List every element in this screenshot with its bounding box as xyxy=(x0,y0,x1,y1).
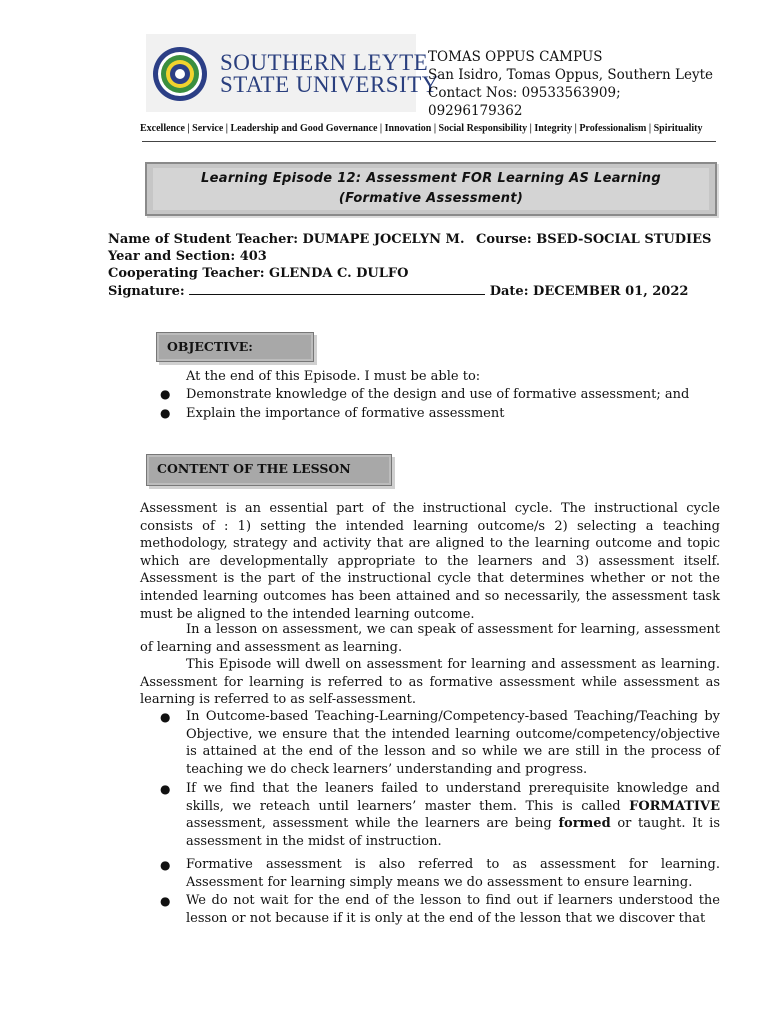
objective-item: Explain the importance of formative assessment xyxy=(186,406,505,421)
university-name-line2: STATE UNIVERSITY xyxy=(220,72,439,97)
year-label: Year and Section: xyxy=(108,249,236,264)
date-label: Date: xyxy=(489,284,529,299)
coop-value: GLENDA C. DULFO xyxy=(269,266,409,281)
signature-line xyxy=(108,283,688,299)
content-bullet: Formative assessment is also referred to as assessment for learning. Assessment for learning simply means we do assessment to ensure learning. xyxy=(186,857,720,890)
date-value: DECEMBER 01, 2022 xyxy=(533,284,689,299)
signature-field xyxy=(189,283,485,295)
header-divider xyxy=(142,141,716,142)
course-line xyxy=(476,232,711,247)
content-paragraph: Assessment is an essential part of the instructional cycle. The instructional cycle consists of : 1) setting the intended learning outcome/s 2) selecting a teaching methodology, strategy and activity that are aligned to the learning outcome and topic which are developmentally appropriate to the learners and 3) assessment itself. Assessment is the part of the instructional cycle that determines whether or not the intended learning outcomes has been attained and so necessarily, the assessment task must be aligned to the intended learning outcome. xyxy=(140,501,720,622)
objective-intro: At the end of this Episode. I must be able to: xyxy=(186,369,481,384)
coop-label: Cooperating Teacher: xyxy=(108,266,265,281)
bullet-text: If we find that the leaners failed to understand prerequisite knowledge and skills, we reteach until learners’ master them. This is called xyxy=(186,781,720,814)
student-value: DUMAPE JOCELYN M. xyxy=(302,232,465,247)
bullet-icon: ● xyxy=(160,710,171,724)
university-name xyxy=(220,52,439,96)
course-value: BSED-SOCIAL STUDIES xyxy=(536,232,712,247)
university-seal-icon xyxy=(152,46,208,102)
objective-item: Demonstrate knowledge of the design and use of formative assessment; and xyxy=(186,387,690,402)
episode-title-box xyxy=(145,162,717,216)
bullet-icon: ● xyxy=(160,406,171,420)
year-value: 403 xyxy=(239,249,267,264)
university-name-line1: SOUTHERN LEYTE xyxy=(220,50,429,75)
campus-line: Contact Nos: 09533563909; xyxy=(428,85,621,101)
year-section-line xyxy=(108,249,267,264)
bullet-icon: ● xyxy=(160,858,171,872)
bullet-text: or taught. It is assessment in the midst of instruction. xyxy=(186,816,720,849)
content-bullet xyxy=(186,780,720,850)
core-values: Excellence | Service | Leadership and Good Governance | Innovation | Social Responsibility | Integrity | Professionalism | Spirituality xyxy=(140,123,703,134)
campus-line: 09296179362 xyxy=(428,103,523,119)
cooperating-teacher-line xyxy=(108,266,408,281)
content-paragraph: In a lesson on assessment, we can speak of assessment for learning, assessment of learning and assessment as learning. xyxy=(140,622,720,655)
bullet-emphasis: FORMATIVE xyxy=(629,798,720,814)
student-teacher-line xyxy=(108,232,464,247)
bullet-icon: ● xyxy=(160,387,171,401)
bullet-icon: ● xyxy=(160,894,171,908)
episode-title: Learning Episode 12: Assessment FOR Learning AS Learning (Formative Assessment) xyxy=(153,168,709,210)
bullet-text: assessment, assessment while the learners are being xyxy=(186,816,559,832)
objective-heading: OBJECTIVE: xyxy=(156,332,314,362)
course-label: Course: xyxy=(476,232,532,247)
content-bullet: We do not wait for the end of the lesson to find out if learners understood the lesson or not because if it is only at the end of the lesson that we discover that xyxy=(186,893,720,926)
bullet-icon: ● xyxy=(160,782,171,796)
campus-line: San Isidro, Tomas Oppus, Southern Leyte xyxy=(428,67,713,83)
content-paragraph: This Episode will dwell on assessment for learning and assessment as learning. Assessment for learning is referred to as formative assessment while assessment as learning is referred to as self-assessment. xyxy=(140,657,720,708)
signature-label: Signature: xyxy=(108,284,185,299)
campus-line: TOMAS OPPUS CAMPUS xyxy=(428,49,603,65)
content-heading: CONTENT OF THE LESSON xyxy=(146,454,392,486)
campus-address xyxy=(428,48,728,120)
content-bullet: In Outcome-based Teaching-Learning/Competency-based Teaching/Teaching by Objective, we ensure that the intended learning outcome/competency/objective is attained at the end of the lesson and so while we are still in the process of teaching we do check learners’ understanding and progress. xyxy=(186,709,720,777)
bullet-emphasis: formed xyxy=(558,816,611,832)
student-label: Name of Student Teacher: xyxy=(108,232,298,247)
